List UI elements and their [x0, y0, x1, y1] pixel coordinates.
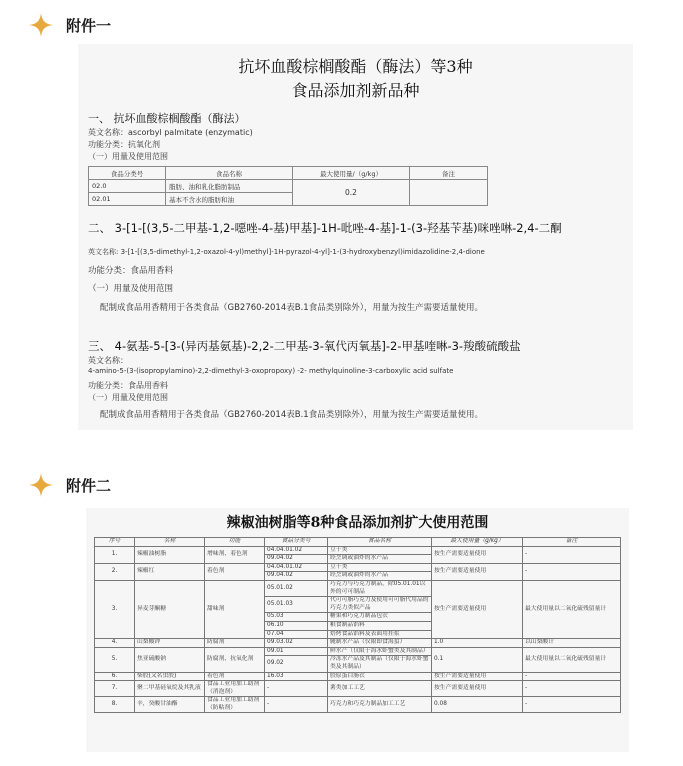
additive-name: 辣椒红 — [135, 563, 205, 580]
note: - — [523, 546, 621, 563]
additive-name: 异麦芽酮糖 — [135, 580, 205, 638]
food-name: 糖果和巧克力制品包衣 — [328, 613, 432, 622]
section1-header — [28, 12, 111, 38]
table-row — [95, 697, 621, 713]
table-header: 功能 — [205, 538, 265, 547]
food-code: 06.10 — [265, 621, 328, 630]
max-usage: 按生产需要适量使用 — [432, 681, 523, 697]
row-number: 6. — [95, 672, 135, 681]
table-header: 备注 — [523, 538, 621, 547]
function: 增味剂、着色剂 — [205, 546, 265, 563]
food-name: 胶原蛋白肠衣 — [328, 672, 432, 681]
additive-name: 柴胶(又名虫胶) — [135, 672, 205, 681]
additive-name: 辛，癸酸甘油酯 — [135, 697, 205, 713]
food-name: 冷冻水产品及其制品（仅限于海水虾蟹类及其制品） — [328, 656, 432, 672]
additive-name: 辣椒油树脂 — [135, 546, 205, 563]
table-row — [95, 672, 621, 681]
note: - — [523, 681, 621, 697]
item2-english: 英文名称: 3-[1-[(3,5-dimethyl-1,2-oxazol-4-yl)methyl]-1H-pyrazol-4-yl]-1-(3-hydroxybenzyl)imidazolidine-2,4-dione — [88, 248, 485, 256]
max-usage: 0.2 — [293, 180, 410, 206]
table-header: 最大使用量（g/kg） — [432, 538, 523, 547]
item3-english: 4-amino-5-(3-(isopropylamino)-2,2-dimethyl-3-oxopropoxy) -2- methylquinoline-3-carboxylic acid sulfate — [88, 367, 454, 375]
food-name: 鲜水产（仅限于海水虾蟹类及其制品） — [328, 647, 432, 656]
food-code: 09.01 — [265, 647, 328, 656]
attachment1-document — [78, 44, 633, 430]
item3-scope: （一）用量及使用范围 — [88, 393, 168, 402]
note: 最大使用量以二氧化硫残留量计 — [523, 647, 621, 672]
max-usage: 按生产需要适量使用 — [432, 672, 523, 681]
max-usage: 按生产需要适量使用 — [432, 563, 523, 580]
attachment2-document — [86, 508, 629, 752]
additive-name: 聚二甲基硅氧烷及其乳液 — [135, 681, 205, 697]
row-number: 5. — [95, 647, 135, 672]
item3-category: 功能分类：食品用香料 — [88, 381, 168, 390]
table-header: 最大使用量/（g/kg） — [293, 167, 410, 180]
item2-scope: （一）用量及使用范围 — [88, 284, 174, 294]
additive-name: 焦亚硫酸钠 — [135, 647, 205, 672]
max-usage: 1.0 — [432, 639, 523, 648]
function: 着色剂 — [205, 672, 265, 681]
food-code: 09.04.02 — [265, 572, 328, 581]
item3-usage: 配制成食品用香精用于各类食品（GB2760-2014表B.1食品类别除外），用量为按生产需要适量使用。 — [100, 410, 483, 420]
food-code: 05.03 — [265, 613, 328, 622]
section2-header — [28, 472, 111, 498]
expansion-table — [94, 537, 621, 713]
table-row — [95, 681, 621, 697]
row-number: 3. — [95, 580, 135, 638]
table-row — [89, 180, 488, 193]
row-number: 8. — [95, 697, 135, 713]
note: 以山梨酸计 — [523, 639, 621, 648]
item2-category: 功能分类：食品用香料 — [88, 266, 174, 276]
item1-scope: （一）用量及使用范围 — [88, 152, 168, 161]
function: 食品工业用加工助剂（消泡剂） — [205, 681, 265, 697]
food-code: 16.03 — [265, 672, 328, 681]
food-code: 09.04.02 — [265, 555, 328, 564]
food-code: 02.0 — [89, 180, 166, 193]
max-usage: 0.1 — [432, 647, 523, 672]
row-number: 1. — [95, 546, 135, 563]
food-code: - — [265, 681, 328, 697]
note: - — [523, 697, 621, 713]
food-name: 代可可脂巧克力及使用可可脂代用品的巧克力类似产品 — [328, 597, 432, 613]
section1-title: 附件一 — [66, 16, 112, 35]
food-code: 09.02 — [265, 656, 328, 672]
item1-heading: 一、 抗坏血酸棕榈酸酯（酶法） — [88, 112, 246, 125]
function: 防腐剂 — [205, 639, 265, 648]
doc1-title-line2: 食品添加剂新品种 — [291, 81, 420, 100]
food-name: 豆干类 — [328, 563, 432, 572]
max-usage: 0.08 — [432, 697, 523, 713]
note — [410, 180, 488, 206]
item3-english-label: 英文名称： — [88, 356, 128, 365]
additive-name: 山梨酸钾 — [135, 639, 205, 648]
food-code: 05.01.03 — [265, 597, 328, 613]
table-row — [95, 639, 621, 648]
table-row — [95, 563, 621, 572]
doc2-title: 辣椒油树脂等8种食品添加剂扩大使用范围 — [226, 515, 489, 531]
note: 最大使用量以二氧化硫残留量计 — [523, 580, 621, 638]
food-name: 经烹调或油炸的水产品 — [328, 572, 432, 581]
max-usage: 按生产需要适量使用 — [432, 580, 523, 638]
table-header-row — [95, 538, 621, 547]
food-name: 豆干类 — [328, 546, 432, 555]
food-name: 薯类加工工艺 — [328, 681, 432, 697]
table-row — [95, 647, 621, 656]
note: - — [523, 672, 621, 681]
food-code: 04.04.01.02 — [265, 546, 328, 555]
item1-usage-table — [88, 166, 488, 206]
row-number: 2. — [95, 563, 135, 580]
function: 甜味剂 — [205, 580, 265, 638]
food-code: - — [265, 697, 328, 713]
table-header: 食品名称 — [328, 538, 432, 547]
row-number: 7. — [95, 681, 135, 697]
star-icon — [28, 12, 54, 38]
food-name: 焙烤食品馅料及表面用挂浆 — [328, 630, 432, 639]
food-name: 脂肪、油和乳化脂肪制品 — [166, 180, 293, 193]
max-usage: 按生产需要适量使用 — [432, 546, 523, 563]
table-header-row — [89, 167, 488, 180]
table-header: 备注 — [410, 167, 488, 180]
food-code: 04.04.01.02 — [265, 563, 328, 572]
item2-usage: 配制成食品用香精用于各类食品（GB2760-2014表B.1食品类别除外），用量为按生产需要适量使用。 — [100, 303, 483, 313]
function: 防腐剂、抗氧化剂 — [205, 647, 265, 672]
item3-heading: 三、 4-氨基-5-[3-(异丙基氨基)-2,2-二甲基-3-氧代丙氧基]-2-甲基喹啉-3-羧酸硫酸盐 — [88, 339, 521, 353]
row-number: 4. — [95, 639, 135, 648]
item2-heading: 二、 3-[1-[(3,5-二甲基-1,2-噁唑-4-基)甲基]-1H-吡唑-4-基]-1-(3-羟基苄基)咪唑啉-2,4-二酮 — [88, 221, 562, 235]
note: - — [523, 563, 621, 580]
food-name: 基本不含水的脂肪和油 — [166, 193, 293, 206]
section2-title: 附件二 — [66, 476, 112, 495]
food-name: 粮食制品馅料 — [328, 621, 432, 630]
doc1-title-line1: 抗坏血酸棕榈酸酯（酶法）等3种 — [238, 57, 473, 76]
food-name: 腌制水产品（仅限即食海蜇） — [328, 639, 432, 648]
food-code: 07.04 — [265, 630, 328, 639]
item1-english: 英文名称：ascorbyl palmitate (enzymatic) — [88, 128, 253, 137]
food-code: 09.03.02 — [265, 639, 328, 648]
food-name: 经烹调或油炸的水产品 — [328, 555, 432, 564]
star-icon — [28, 472, 54, 498]
table-header: 食品分类号 — [89, 167, 166, 180]
table-header: 名称 — [135, 538, 205, 547]
function: 食品工业用加工助剂（防粘剂） — [205, 697, 265, 713]
food-code: 05.01.02 — [265, 580, 328, 596]
table-header: 食品名称 — [166, 167, 293, 180]
item1-category: 功能分类：抗氧化剂 — [88, 140, 160, 149]
function: 着色剂 — [205, 563, 265, 580]
table-header: 食品分类号 — [265, 538, 328, 547]
table-row — [95, 546, 621, 555]
table-row — [95, 580, 621, 596]
food-name: 巧克力和巧克力制品加工工艺 — [328, 697, 432, 713]
table-header: 序号 — [95, 538, 135, 547]
food-name: 巧克力与巧克力制品，除05.01.01以外的可可制品 — [328, 580, 432, 596]
food-code: 02.01 — [89, 193, 166, 206]
